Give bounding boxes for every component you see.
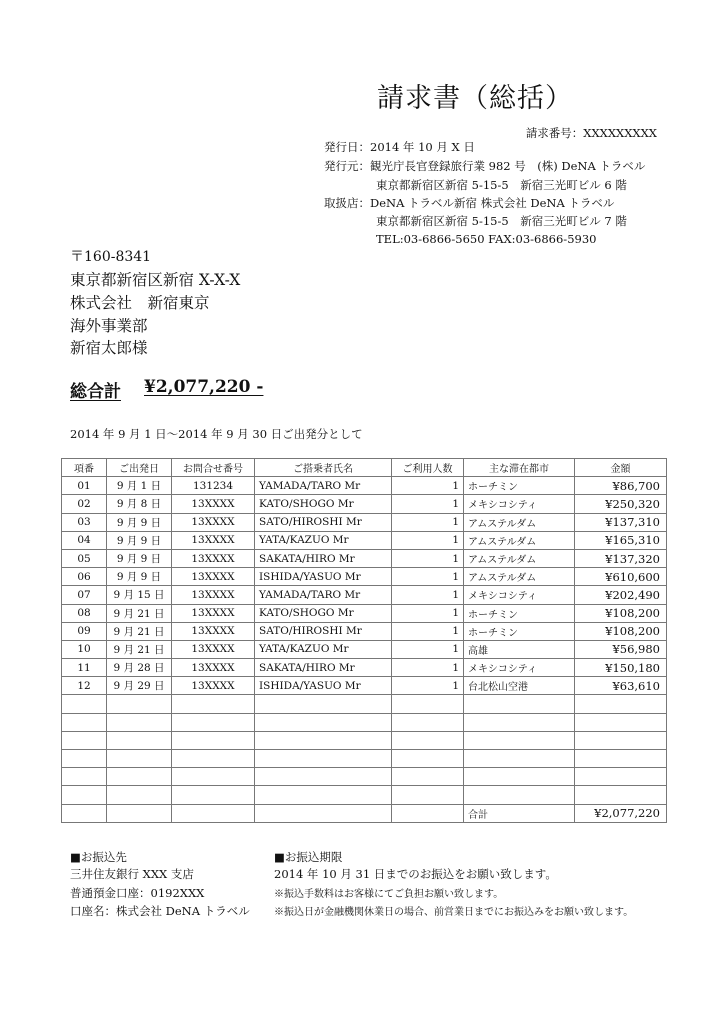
subtotal-value: ¥2,077,220 <box>575 804 667 822</box>
cell-passenger-count: 1 <box>392 531 464 549</box>
cell-item-no: 12 <box>62 677 107 695</box>
cell-item-no: 10 <box>62 640 107 658</box>
empty-cell <box>107 804 172 822</box>
cell-item-no: 09 <box>62 622 107 640</box>
cell-amount: ¥108,200 <box>575 622 667 640</box>
empty-cell <box>575 786 667 804</box>
empty-cell <box>464 768 575 786</box>
table-empty-row <box>62 695 667 713</box>
cell-passenger-count: 1 <box>392 622 464 640</box>
cell-main-city: アムステルダム <box>464 549 575 567</box>
empty-cell <box>62 768 107 786</box>
empty-cell <box>107 786 172 804</box>
empty-cell <box>392 713 464 731</box>
table-empty-row <box>62 786 667 804</box>
cell-main-city: アムステルダム <box>464 568 575 586</box>
cell-main-city: 台北松山空港 <box>464 677 575 695</box>
empty-cell <box>575 713 667 731</box>
header-item-no: 項番 <box>62 459 107 477</box>
empty-cell <box>392 695 464 713</box>
table-row <box>62 531 667 549</box>
grand-total-value: ¥2,077,220 - <box>144 377 264 397</box>
cell-passenger-name: KATO/SHOGO Mr <box>255 604 392 622</box>
empty-cell <box>575 695 667 713</box>
empty-cell <box>62 786 107 804</box>
empty-cell <box>575 768 667 786</box>
cell-item-no: 07 <box>62 586 107 604</box>
empty-cell <box>62 731 107 749</box>
empty-cell <box>172 731 255 749</box>
cell-passenger-count: 1 <box>392 495 464 513</box>
header-passenger-name: ご搭乗者氏名 <box>255 459 392 477</box>
cell-passenger-name: SAKATA/HIRO Mr <box>255 659 392 677</box>
cell-main-city: 高雄 <box>464 640 575 658</box>
payment-account-name: 口座名：株式会社 DeNA トラベル <box>70 904 250 918</box>
table-header-row <box>62 459 667 477</box>
cell-departure-date: 9 月 9 日 <box>107 549 172 567</box>
issue-date: 発行日：2014 年 10 月 X 日 <box>324 140 475 154</box>
cell-departure-date: 9 月 9 日 <box>107 568 172 586</box>
cell-main-city: アムステルダム <box>464 513 575 531</box>
cell-item-no: 08 <box>62 604 107 622</box>
cell-passenger-count: 1 <box>392 568 464 586</box>
cell-amount: ¥137,310 <box>575 513 667 531</box>
cell-passenger-name: YAMADA/TARO Mr <box>255 586 392 604</box>
empty-cell <box>172 713 255 731</box>
table-subtotal-row <box>62 804 667 822</box>
table-row <box>62 659 667 677</box>
empty-cell <box>172 804 255 822</box>
recipient-person: 新宿太郎様 <box>70 339 148 357</box>
cell-passenger-count: 1 <box>392 513 464 531</box>
cell-inquiry-number: 13XXXX <box>172 586 255 604</box>
cell-item-no: 11 <box>62 659 107 677</box>
branch-address: 東京都新宿区新宿 5-15-5 新宿三光町ビル 7 階 <box>376 214 627 228</box>
empty-cell <box>107 768 172 786</box>
cell-passenger-name: YATA/KAZUO Mr <box>255 640 392 658</box>
payment-account: 普通預金口座：0192XXX <box>70 886 205 900</box>
header-departure-date: ご出発日 <box>107 459 172 477</box>
empty-cell <box>575 750 667 768</box>
cell-departure-date: 9 月 21 日 <box>107 640 172 658</box>
cell-main-city: メキシコシティ <box>464 586 575 604</box>
cell-amount: ¥610,600 <box>575 568 667 586</box>
cell-inquiry-number: 13XXXX <box>172 531 255 549</box>
cell-passenger-name: ISHIDA/YASUO Mr <box>255 677 392 695</box>
cell-amount: ¥137,320 <box>575 549 667 567</box>
cell-inquiry-number: 13XXXX <box>172 677 255 695</box>
cell-inquiry-number: 13XXXX <box>172 568 255 586</box>
cell-departure-date: 9 月 9 日 <box>107 531 172 549</box>
cell-passenger-count: 1 <box>392 640 464 658</box>
cell-passenger-count: 1 <box>392 549 464 567</box>
table-row <box>62 513 667 531</box>
table-row <box>62 677 667 695</box>
table-row <box>62 622 667 640</box>
cell-departure-date: 9 月 9 日 <box>107 513 172 531</box>
deadline-note-holiday: ※振込日が金融機関休業日の場合、前営業日までにお振込みをお願い致します。 <box>274 907 634 918</box>
recipient-department: 海外事業部 <box>70 317 148 335</box>
table-row <box>62 477 667 495</box>
document-title: 請求書（総括） <box>377 83 573 114</box>
cell-item-no: 02 <box>62 495 107 513</box>
empty-cell <box>255 713 392 731</box>
header-amount: 金額 <box>575 459 667 477</box>
table-row <box>62 604 667 622</box>
empty-cell <box>107 731 172 749</box>
cell-passenger-name: SATO/HIROSHI Mr <box>255 622 392 640</box>
cell-main-city: アムステルダム <box>464 531 575 549</box>
empty-cell <box>255 695 392 713</box>
empty-cell <box>392 768 464 786</box>
cell-inquiry-number: 13XXXX <box>172 604 255 622</box>
empty-cell <box>172 695 255 713</box>
cell-item-no: 04 <box>62 531 107 549</box>
cell-amount: ¥63,610 <box>575 677 667 695</box>
table-body <box>62 477 667 823</box>
cell-amount: ¥165,310 <box>575 531 667 549</box>
cell-inquiry-number: 13XXXX <box>172 622 255 640</box>
recipient-address: 東京都新宿区新宿 X-X-X <box>70 271 241 289</box>
cell-passenger-count: 1 <box>392 604 464 622</box>
empty-cell <box>392 804 464 822</box>
cell-passenger-name: YAMADA/TARO Mr <box>255 477 392 495</box>
deadline-note-fee: ※振込手数料はお客様にてご負担お願い致します。 <box>274 889 504 900</box>
table-row <box>62 640 667 658</box>
cell-departure-date: 9 月 1 日 <box>107 477 172 495</box>
empty-cell <box>255 804 392 822</box>
table-row <box>62 495 667 513</box>
cell-passenger-name: ISHIDA/YASUO Mr <box>255 568 392 586</box>
cell-departure-date: 9 月 28 日 <box>107 659 172 677</box>
issuer-address: 東京都新宿区新宿 5-15-5 新宿三光町ビル 6 階 <box>376 178 627 192</box>
cell-passenger-count: 1 <box>392 677 464 695</box>
table-empty-row <box>62 731 667 749</box>
grand-total-label: 総合計 <box>70 382 121 402</box>
cell-amount: ¥150,180 <box>575 659 667 677</box>
cell-main-city: ホーチミン <box>464 604 575 622</box>
table-empty-row <box>62 768 667 786</box>
header-main-city: 主な滞在都市 <box>464 459 575 477</box>
empty-cell <box>464 713 575 731</box>
empty-cell <box>464 786 575 804</box>
cell-amount: ¥56,980 <box>575 640 667 658</box>
empty-cell <box>255 750 392 768</box>
cell-departure-date: 9 月 29 日 <box>107 677 172 695</box>
cell-departure-date: 9 月 15 日 <box>107 586 172 604</box>
cell-inquiry-number: 13XXXX <box>172 513 255 531</box>
cell-main-city: ホーチミン <box>464 477 575 495</box>
empty-cell <box>392 731 464 749</box>
payment-heading: ■お振込先 <box>70 850 127 864</box>
deadline-text: 2014 年 10 月 31 日までのお振込をお願い致します。 <box>274 867 557 881</box>
empty-cell <box>107 713 172 731</box>
cell-departure-date: 9 月 21 日 <box>107 622 172 640</box>
empty-cell <box>172 786 255 804</box>
empty-cell <box>464 731 575 749</box>
cell-item-no: 05 <box>62 549 107 567</box>
cell-passenger-name: YATA/KAZUO Mr <box>255 531 392 549</box>
cell-item-no: 06 <box>62 568 107 586</box>
cell-item-no: 03 <box>62 513 107 531</box>
empty-cell <box>172 768 255 786</box>
cell-inquiry-number: 13XXXX <box>172 640 255 658</box>
table-empty-row <box>62 750 667 768</box>
empty-cell <box>62 750 107 768</box>
cell-passenger-name: KATO/SHOGO Mr <box>255 495 392 513</box>
empty-cell <box>392 786 464 804</box>
cell-amount: ¥202,490 <box>575 586 667 604</box>
cell-main-city: メキシコシティ <box>464 659 575 677</box>
table-row <box>62 549 667 567</box>
table-row <box>62 568 667 586</box>
empty-cell <box>255 768 392 786</box>
header-inquiry-number: お問合せ番号 <box>172 459 255 477</box>
deadline-heading: ■お振込期限 <box>274 850 343 864</box>
issuer: 発行元：観光庁長官登録旅行業 982 号 (株) DeNA トラベル <box>324 159 646 173</box>
cell-inquiry-number: 13XXXX <box>172 495 255 513</box>
cell-inquiry-number: 131234 <box>172 477 255 495</box>
invoice-number: 請求番号：XXXXXXXXX <box>525 126 657 140</box>
cell-passenger-count: 1 <box>392 659 464 677</box>
empty-cell <box>392 750 464 768</box>
payment-bank: 三井住友銀行 XXX 支店 <box>70 867 194 881</box>
empty-cell <box>62 804 107 822</box>
branch: 取扱店：DeNA トラベル新宿 株式会社 DeNA トラベル <box>324 196 615 210</box>
empty-cell <box>62 695 107 713</box>
cell-passenger-name: SATO/HIROSHI Mr <box>255 513 392 531</box>
table-empty-row <box>62 713 667 731</box>
empty-cell <box>464 695 575 713</box>
cell-amount: ¥250,320 <box>575 495 667 513</box>
cell-main-city: ホーチミン <box>464 622 575 640</box>
cell-passenger-count: 1 <box>392 477 464 495</box>
billing-period: 2014 年 9 月 1 日～2014 年 9 月 30 日ご出発分として <box>70 427 363 441</box>
empty-cell <box>107 750 172 768</box>
subtotal-label: 合計 <box>464 804 575 822</box>
empty-cell <box>172 750 255 768</box>
cell-departure-date: 9 月 8 日 <box>107 495 172 513</box>
empty-cell <box>464 750 575 768</box>
empty-cell <box>255 731 392 749</box>
empty-cell <box>575 731 667 749</box>
recipient-postal: 〒160-8341 <box>70 249 152 265</box>
cell-amount: ¥108,200 <box>575 604 667 622</box>
cell-amount: ¥86,700 <box>575 477 667 495</box>
invoice-table <box>61 458 667 823</box>
empty-cell <box>255 786 392 804</box>
table-row <box>62 586 667 604</box>
empty-cell <box>62 713 107 731</box>
branch-tel: TEL:03-6866-5650 FAX:03-6866-5930 <box>376 232 597 246</box>
empty-cell <box>107 695 172 713</box>
recipient-company: 株式会社 新宿東京 <box>70 294 210 312</box>
cell-item-no: 01 <box>62 477 107 495</box>
cell-inquiry-number: 13XXXX <box>172 659 255 677</box>
cell-main-city: メキシコシティ <box>464 495 575 513</box>
cell-passenger-count: 1 <box>392 586 464 604</box>
cell-inquiry-number: 13XXXX <box>172 549 255 567</box>
cell-departure-date: 9 月 21 日 <box>107 604 172 622</box>
cell-passenger-name: SAKATA/HIRO Mr <box>255 549 392 567</box>
header-passenger-count: ご利用人数 <box>392 459 464 477</box>
